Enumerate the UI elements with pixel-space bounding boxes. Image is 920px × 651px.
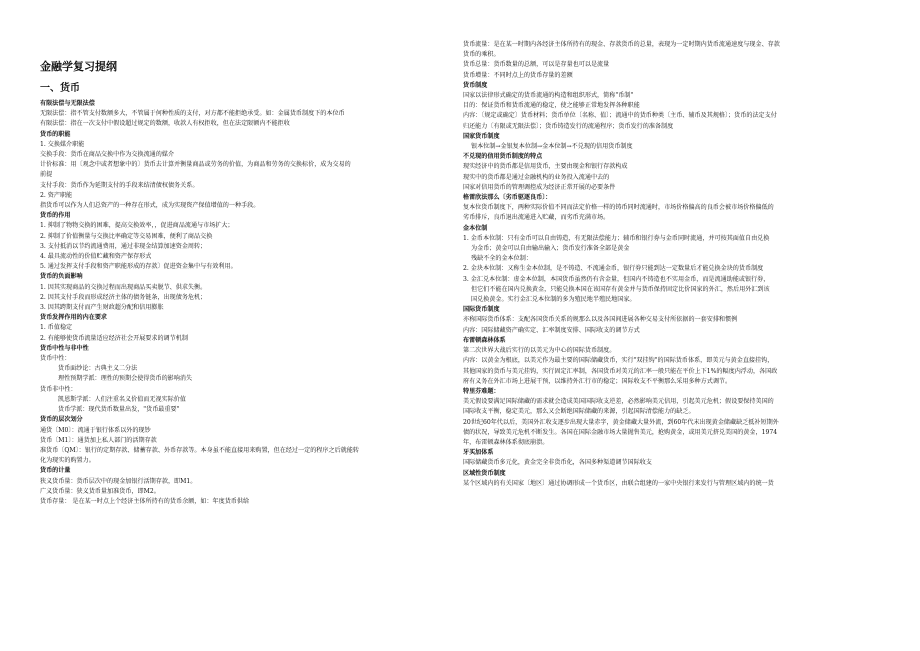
text-line: 残缺不全的金本位制： — [471, 255, 532, 263]
right-column — [463, 40, 883, 651]
subsection-heading: 格雷欣法那么〔劣币驱逐良币〕： — [463, 194, 552, 202]
document-title: 金融学复习提纲 — [40, 60, 117, 73]
subsection-heading: 有限法偿与无限法偿 — [40, 100, 95, 107]
text-line: 银本位制→金银复本位制→金本位制→不兑现的信用货币制度 — [471, 143, 633, 151]
text-line: 3. 金汇兑本位制：虚金本位制，本国货币虽然仍有含金量，但国内不铸造也不实用金币，而是流通助能或银行券， — [463, 275, 770, 283]
text-line: 国际收支平衡，稳定美元，那么又会断绝国际储藏的来源，引起国际清偿能力的缺乏。 — [463, 408, 695, 416]
text-line: 目的：保证货币和货币流通的稳定，使之能够正常地发挥各种职能 — [463, 102, 640, 110]
text-line: 货币总量：货币数量的总额，可以是存量也可以是流量 — [463, 61, 610, 69]
text-line: 准货币〔QM〕：银行的定期存款、储蓄存款、外币存款等。本身虽不能直接用来购置，但在经过一定的程序之后就能转 — [40, 446, 359, 454]
text-line: 年，布雷顿森林体系彻底崩溃。 — [463, 438, 549, 446]
text-line: 货币存量： 是在某一时点上个经济主体所持有的货币余额，如：年度货币供给 — [40, 497, 250, 505]
text-line: 债的状况，导致美元危机不断发生。各国在国际金融市场大量抛售美元，抢购黄金，或用美元挤兑美国的黄金，1974 — [463, 428, 778, 436]
text-line: 3. 因其跨期支付而产生财政超分配和信用膨胀 — [40, 304, 164, 312]
text-line: 货币面纱论：古典主义二分法 — [58, 365, 138, 373]
text-line: 3. 支付抵消以节约流通费用，通过非现金结算加速资金周转； — [40, 242, 207, 250]
text-line: 1. 币值稳定 — [40, 324, 73, 332]
text-line: 货币流量：是在某一时期内各经济主体所持有的现金、存款货币的总量，表现为一定时期内货币流通速度与现金、存款 — [463, 41, 780, 48]
text-line: 前提 — [40, 171, 53, 179]
text-line: 货币学派：现代货币数量出发，"货币最重要" — [58, 406, 180, 414]
left-column — [40, 60, 450, 651]
text-line: 化为现实的购置力。 — [40, 457, 95, 465]
subsection-heading: 牙买加体系 — [463, 449, 494, 457]
text-line: 复本位货币制度下，两种实际价值不同而法定价格一样的铸币同时流通时，市场价格偏高的良币会被市场价格偏低的 — [463, 204, 774, 212]
text-line: 内容：〔规定或确定〕货币材料；货币单位〔名称、值〕；流通中的货币种类〔主币、辅币及其规格〕；货币的法定支付 — [463, 112, 777, 120]
subsection-heading: 布雷顿森林体系 — [463, 336, 506, 344]
text-line: 交换手段：货币在商品交换中作为交换流通的媒介 — [40, 151, 175, 159]
text-line: 国际储藏货币多元化，黄金完全非货币化，各国多种渠道调节国际收支 — [463, 459, 652, 467]
subsection-heading: 货币的负面影响 — [40, 273, 83, 281]
text-line: 计价标准：用〔观念中或者想象中的〕货币去计算并衡量商品或劳务的价值，为商品和劳务的交换标价，成为交易的 — [40, 161, 351, 169]
subsection-heading: 国际货币制度 — [463, 306, 500, 314]
text-line: 有限法偿：指在一次支付中假设超过规定的数额，收款人有权拒收，但在法定限额内不能拒收 — [40, 120, 290, 128]
text-line: 内容：以黄金为根底，以美元作为最主要的国际储藏货币，实行"双挂钩"的国际货币体系，即美元与黄金直接挂钩， — [463, 357, 774, 365]
text-line: 无限法偿：指不管支付数额多大，不管属于何种性质的支付，对方都不能拒绝承受。如：金属货币制度下的本位币 — [40, 110, 345, 118]
text-line: 货币的乘积。 — [463, 51, 500, 59]
text-line: 通货〔M0〕：流通于银行体系以外的现钞 — [40, 426, 151, 434]
text-line: 为金币；黄金可以自由输出输入；货币发行准备全部是黄金 — [471, 245, 630, 253]
text-line: 国家以法律形式确定的货币流通的构造和组织形式，简称"币制" — [463, 92, 634, 100]
text-line: 货币增量：不同时点上的货币存量的差额 — [463, 71, 573, 79]
text-line: 2. 因其支付手段而形成经济主体的债务链条，出现债务危机； — [40, 293, 207, 301]
text-line: 货币中性： — [40, 355, 71, 363]
text-line: 国家对信用货币的管理调控成为经济正常开展的必要条件 — [463, 183, 616, 191]
text-line: 1. 因其实现商品的交换过程而出现商品买卖脱节、供求失衡。 — [40, 283, 207, 291]
text-line: 美元假设要满足国际储藏的需求就会造成美国国际收支逆差，必然影响美元信用，引起美元危机；假设要保持美国的 — [463, 398, 774, 406]
subsection-heading: 货币的层次划分 — [40, 416, 83, 424]
text-line: 其他国家的货币与美元挂钩，实行固定汇率制，各国货币对美元的汇率一般只能在平价上下1%的幅度内浮动，各国政 — [463, 367, 778, 375]
text-line: 2. 金块本位制：又称生金本位制，是不铸造、不流通金币，银行券只能到达一定数量后才能兑换金块的货币制度 — [463, 265, 764, 273]
text-line: 现实经济中的货币都是信用货币，主要由现金和银行存款构成 — [463, 163, 628, 171]
subsection-heading: 货币中性与非中性 — [40, 344, 89, 352]
subsection-heading: 国家货币制度 — [463, 132, 500, 140]
subsection-heading: 货币发挥作用的内在要求 — [40, 314, 108, 322]
text-line: 归还能力〔有限或无限法偿〕；货币铸造发行的流通程序；货币发行的准备制度 — [463, 122, 674, 130]
text-line: 1. 抑制了物物交换的困难，提高交换效率，，促进商品流通与市场扩大； — [40, 222, 234, 230]
text-line: 货币〔M1〕：通货加上私人部门的活期存款 — [40, 436, 157, 444]
text-line: 狭义货币量：货币层次中的现金加银行活期存款，即M1。 — [40, 477, 197, 485]
subsection-heading: 不兑现的信用货币制度的特点 — [463, 153, 543, 161]
text-line: 1. 金币本位制：只有金币可以自由铸造，有无限法偿能力；辅币和银行券与金币同时流通，并可按其面值自由兑换 — [463, 234, 770, 242]
text-line: 劣币排斥，良币退出流通进入贮藏，而劣币充满市场。 — [463, 214, 610, 222]
text-line: 货币非中性： — [40, 385, 77, 393]
text-line: 2. 有能够使货币流量适应经济社会开展要求的调节机制 — [40, 334, 188, 342]
text-line: 亦称国际货币体系：支配各国货币关系的规那么以及各国间进展各种交易支付所依据的一套安排和惯例 — [463, 316, 738, 324]
text-line: 第二次世界大战后实行的以美元为中心的国际货币制度。 — [463, 347, 616, 355]
text-line: 凯恩斯学派：人们注重名义价值而无视实际价值 — [58, 395, 186, 403]
text-line: 支付手段：货币作为延期支付的手段来结清债权债务关系。 — [40, 181, 199, 189]
text-line: 某个区域内的有关国家〔地区〕通过协调形成一个货币区，由联合组建的一家中央银行来发行与管理区域内的统一货 — [463, 479, 774, 487]
text-line: 理性预期学派：理性的预期会使得货币的影响消失 — [58, 375, 193, 383]
subsection-heading: 货币的职能 — [40, 130, 71, 138]
subsection-heading: 金本位制 — [463, 224, 488, 232]
text-line: 指货币可以作为人们总资产的一种存在形式，成为实现资产保值增值的一种手段。 — [40, 202, 260, 210]
text-line: 1. 交换媒介职能 — [40, 140, 85, 148]
subsection-heading: 区域性货币制度 — [463, 469, 506, 477]
text-line: 2. 资产职能 — [40, 191, 73, 199]
subsection-heading: 货币的计量 — [40, 467, 71, 475]
section-heading: 一、货币 — [40, 83, 80, 94]
text-line: 4. 最具流动性的价值贮藏和资产保存形式 — [40, 253, 152, 261]
subsection-heading: 货币制度 — [463, 81, 488, 89]
text-line: 现实中的货币都是通过金融机构的业务投入流通中去的 — [463, 173, 610, 181]
text-line: 广义货币量：狭义货币量加准货币，即M2。 — [40, 487, 160, 495]
text-line: 20世纪60年代以后，美国外汇收支逐步出现大量赤字，黄金储藏大量外流，到60年代末出现黄金储藏缺乏抵补短期外 — [463, 418, 779, 426]
text-line: 5. 通过发挥支付手段和资产职能形成的存款〕促进资金集中与有效利用。 — [40, 263, 237, 271]
text-line: 内容：国际储藏资产确实定、汇率制度安排、国际收支的调节方式 — [463, 326, 640, 334]
subsection-heading: 特里芬难题： — [463, 387, 500, 395]
subsection-heading: 货币的作用 — [40, 212, 71, 220]
text-line: 2. 抑制了价值衡量与交换比率确定等交易困难，便利了商品交换 — [40, 232, 213, 240]
text-line: 但它们不能在国内兑换黄金，只能兑换本国在该国存有黄金并与货币保持固定比价国家的外汇，然后用外汇到该 — [471, 285, 770, 293]
text-line: 府有义务在外汇市场上进展干预，以维持外汇行市的稳定；国际收支不平衡那么采用多种方式调节。 — [463, 377, 732, 385]
text-line: 国兑换黄金。实行金汇兑本位制的多为殖民地半殖民地国家。 — [471, 296, 636, 304]
